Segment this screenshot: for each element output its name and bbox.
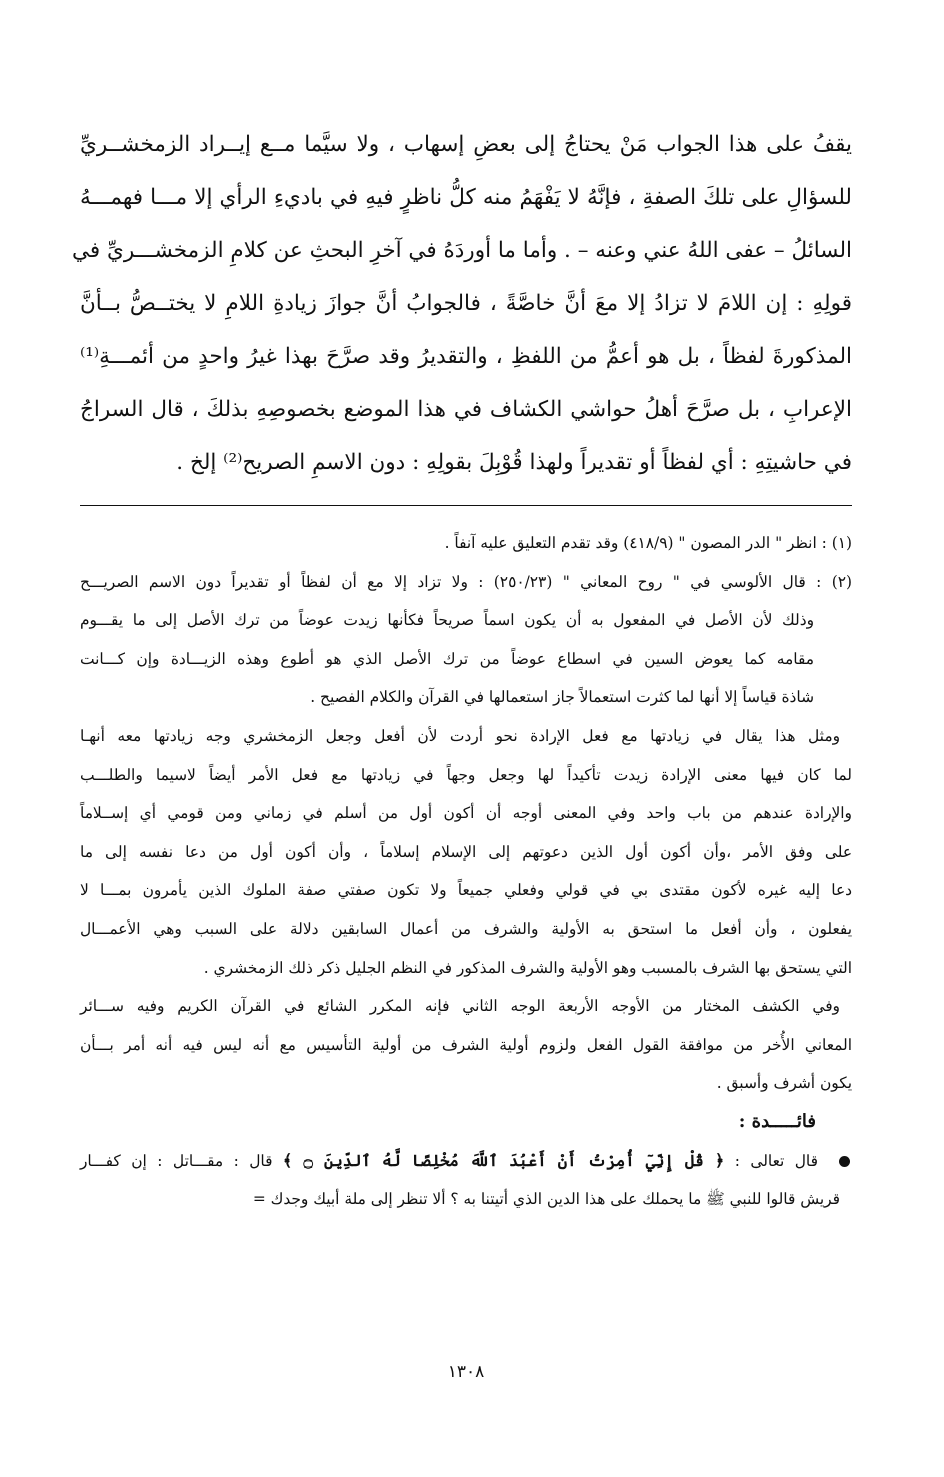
footnote-2-line: التي يستحق بها الشرف بالمسبب وهو الأولية والشرف المذكور في النظم الجليل ذكر ذلك الزمخشري . — [203, 958, 852, 977]
bullet-continuation: قال : مقـــاتل : إن كفـــار — [80, 1151, 273, 1170]
footnote-2-line: والإرادة عندهم من باب واحد وفي المعنى أوجه أن أكون أول من أسلم في زماني ومن قومي أي إســلاماً — [80, 804, 852, 823]
bullet-line — [80, 1142, 852, 1181]
footnote-2-line: لما كان فيها معنى الإرادة زيدت تأكيداً لها وجعل وجهاً في زيادتها مع فعل الأمر أيضاً لاسيما والطلـــب — [80, 765, 852, 784]
footnote-2-line: (٢) : قال الألوسي في " روح المعاني " (٢٥٠/٢٣) : ولا تزاد إلا مع أن لفظاً أو تقديراً دون الاسم الصريـــح — [80, 572, 852, 591]
main-line: للسؤالِ على تلكَ الصفةِ ، فإنَّهُ لا يَفْهَمُ منه كلُّ ناظرٍ فيهِ في باديءِ الرأي إلا مـــا فهمـــهُ — [80, 185, 852, 210]
bullet-intro: قال تعالى : — [734, 1151, 818, 1170]
book-page — [71, 0, 852, 1477]
footnote-separator — [80, 505, 852, 506]
footnote-last-line: قريش قالوا للنبي ﷺ ما يحملك على هذا الدين الذي أتيتنا به ؟ ألا تنظر إلى ملة أبيك وجدك = — [252, 1190, 840, 1209]
footnote-2-line: يفعلون ، وأن أفعل ما استحق به الأولية والشرف من أعمال السابقين دلالة على السبب وهي الأعمـــال — [80, 919, 852, 938]
footnote-2-line: شاذة قياساً إلا أنها لما كثرت استعمالاً جاز استعمالها في القرآن والكلام الفصيح . — [310, 688, 814, 707]
main-line: قولِهِ : إن اللامَ لا تزادُ إلا معَ أنَّ خاصَّةً ، فالجوابُ أنَّ جوازَ زيادةِ اللامِ لا يختــصُّ بــأنَّ — [80, 291, 852, 316]
footnote-2-line: وفي الكشف المختار من الأوجه الأربعة الوجه الثاني فإنه المكرر الشائع في القرآن الكريم وفيه ســـائر — [80, 997, 840, 1016]
footnote-2-line: وذلك لأن الأصل في المفعول به أن يكون اسماً صريحاً فكأنها زيدت عوضاً من ترك الأصل إلى ما يقـــوم — [80, 611, 814, 630]
footnote-2-line: على وفق الأمر ،وأن أكون أول الذين دعوتهم إلى الإسلام إسلاماً ، وأن أكون أول من دعا نفسه إلى ما — [80, 842, 852, 861]
footnote-1: (١) : انظر " الدر المصون " (٤١٨/٩) وقد تقدم التعليق عليه آنفاً . — [444, 534, 852, 552]
main-text — [71, 118, 852, 489]
footnote-2-line: دعا إليه غيره لأكون مقتدى بي في قولي وفعلي جميعاً ولا تكون صفتي صفة الملوك الذين يأمرون بمـــا لا — [80, 881, 852, 900]
page-number: ١٣٠٨ — [447, 1362, 485, 1382]
main-line: الإعرابِ ، بل صرَّحَ أهلُ حواشي الكشاف في هذا الموضع بخصوصِهِ بذلكَ ، قال السراجُ — [80, 397, 852, 422]
main-line: في حاشيتِهِ : أي لفظاً أو تقديراً ولهذا قُوْبِلَ بقولِهِ : دون الاسمِ الصريح⁽²⁾ إلخ . — [176, 450, 852, 475]
footnote-2-line: المعاني الأُخر من موافقة القول الفعل ولزوم أولية الشرف من أولية التأسيس مع أنه ليس فيه أنه أمر بـــأن — [80, 1035, 852, 1054]
footnote-2-line: يكون أشرف وأسبق . — [716, 1074, 852, 1093]
main-line: المذكورةَ لفظاً ، بل هو أعمُّ من اللفظِ ، والتقديرُ وقد صرَّحَ بهذا غيرُ واحدٍ من أئمـــةِ⁽¹⁾ — [80, 344, 852, 369]
main-line: يقفُ على هذا الجواب مَنْ يحتاجُ إلى بعضِ إسهاب ، ولا سيَّما مــع إيــراد الزمخشــريِّ — [80, 132, 852, 157]
quran-verse: ﴿ قُلْ إِنِّيٓ أُمِرْتُ أَنْ أَعْبُدَ ٱللَّهَ مُخْلِصًا لَّهُ ٱلدِّينَ ۝ ﴾ — [282, 1150, 725, 1170]
footnotes — [80, 524, 852, 1219]
bullet-icon — [839, 1156, 850, 1167]
footnote-2-line: ومثل هذا يقال في زيادتها مع فعل الإرادة نحو أردت لأن أفعل وجعل الزمخشري وجه زيادتها معه أنهـا — [80, 726, 840, 745]
footnote-2-line: مقامه كما يعوض السين في اسطاع عوضاً من ترك الأصل الذي هو أطوع وهذه الزيـــادة وإن كـــانت — [80, 649, 814, 668]
benefit-heading: فائـــــدة : — [738, 1110, 816, 1132]
main-line: السائلُ – عفى اللهُ عني وعنه – . وأما ما أوردَهُ في آخرِ البحثِ عن كلامِ الزمخشـــريِّ في — [71, 238, 852, 263]
